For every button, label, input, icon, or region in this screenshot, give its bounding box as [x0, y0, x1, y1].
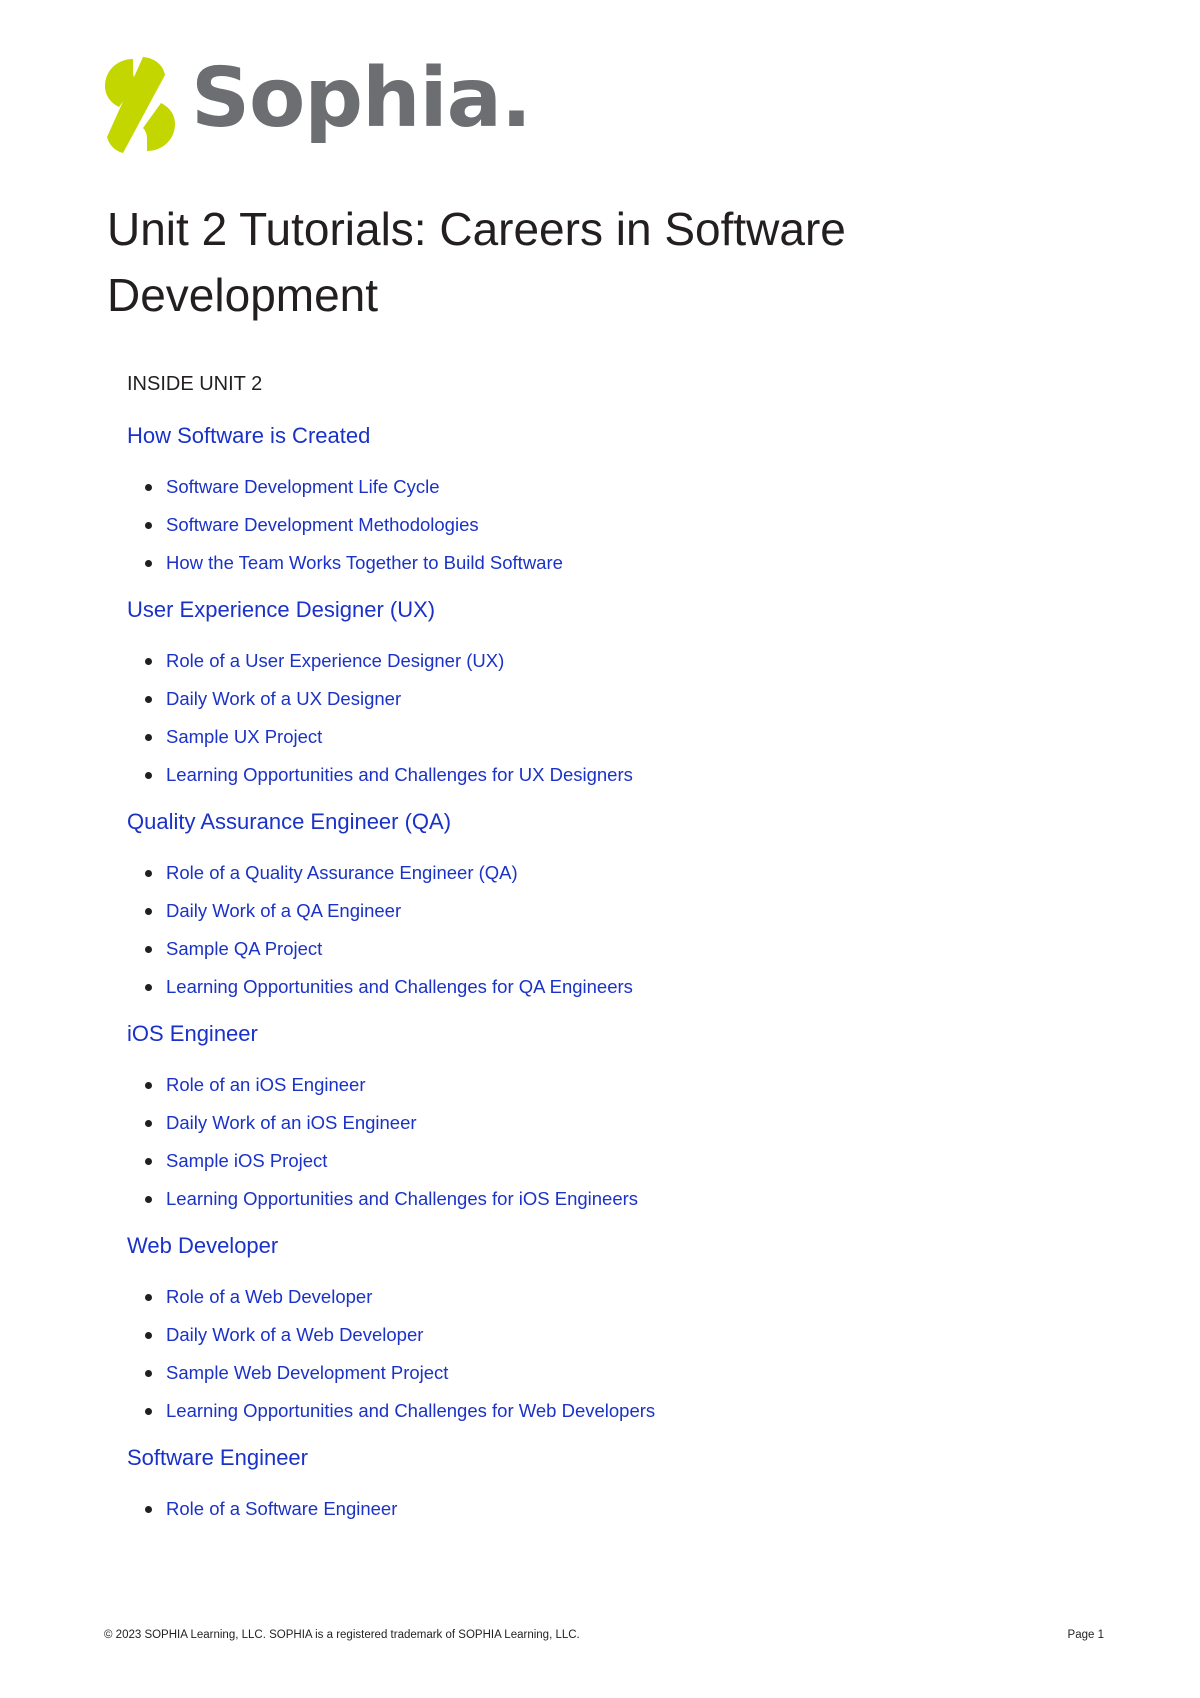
- list-item: [127, 764, 1087, 802]
- list-item: [127, 1188, 1087, 1226]
- section-gap: [127, 1014, 1087, 1022]
- tutorial-link[interactable]: Learning Opportunities and Challenges for iOS Engineers: [166, 1188, 639, 1209]
- tutorial-link[interactable]: How the Team Works Together to Build Software: [166, 552, 563, 573]
- section-list: [127, 424, 1087, 1536]
- tutorial-link[interactable]: Sample UX Project: [166, 726, 323, 747]
- list-item: [127, 1400, 1087, 1438]
- list-item: [127, 1150, 1087, 1188]
- page-number: Page 1: [1067, 1629, 1104, 1641]
- list-item: [127, 900, 1087, 938]
- bullet-icon: [145, 658, 152, 665]
- tutorial-list: [127, 1498, 1087, 1536]
- bullet-icon: [145, 1158, 152, 1165]
- tutorial-list: [127, 650, 1087, 802]
- unit-contents: [127, 372, 1087, 1536]
- bullet-icon: [145, 946, 152, 953]
- bullet-icon: [145, 870, 152, 877]
- section-title-link[interactable]: Software Engineer: [127, 1445, 308, 1470]
- unit-section: [127, 424, 1087, 598]
- list-item: [127, 862, 1087, 900]
- tutorial-list: [127, 862, 1087, 1014]
- bullet-icon: [145, 522, 152, 529]
- unit-section: [127, 1446, 1087, 1536]
- list-item: [127, 1324, 1087, 1362]
- bullet-icon: [145, 772, 152, 779]
- bullet-icon: [145, 1294, 152, 1301]
- tutorial-list: [127, 476, 1087, 590]
- bullet-icon: [145, 1196, 152, 1203]
- list-item: [127, 552, 1087, 590]
- list-item: [127, 976, 1087, 1014]
- bullet-icon: [145, 1408, 152, 1415]
- unit-section: [127, 598, 1087, 810]
- sophia-logo: [103, 51, 532, 155]
- tutorial-link[interactable]: Role of a User Experience Designer (UX): [166, 650, 505, 671]
- tutorial-link[interactable]: Daily Work of a QA Engineer: [166, 900, 402, 921]
- tutorial-list: [127, 1074, 1087, 1226]
- list-item: [127, 1286, 1087, 1324]
- unit-section: [127, 810, 1087, 1022]
- bullet-icon: [145, 1370, 152, 1377]
- bullet-icon: [145, 1332, 152, 1339]
- bullet-icon: [145, 1082, 152, 1089]
- list-item: [127, 688, 1087, 726]
- copyright-text: © 2023 SOPHIA Learning, LLC. SOPHIA is a registered trademark of SOPHIA Learning, LLC.: [104, 1629, 580, 1641]
- tutorial-link[interactable]: Software Development Methodologies: [166, 514, 479, 535]
- bullet-icon: [145, 734, 152, 741]
- tutorial-link[interactable]: Sample iOS Project: [166, 1150, 328, 1171]
- tutorial-link[interactable]: Sample QA Project: [166, 938, 323, 959]
- unit-section: [127, 1234, 1087, 1446]
- bullet-icon: [145, 696, 152, 703]
- sophia-logo-icon: [103, 55, 177, 155]
- section-title-link[interactable]: Web Developer: [127, 1233, 279, 1258]
- list-item: [127, 726, 1087, 764]
- bullet-icon: [145, 1120, 152, 1127]
- bullet-icon: [145, 560, 152, 567]
- tutorial-link[interactable]: Role of a Quality Assurance Engineer (QA): [166, 862, 518, 883]
- tutorial-list: [127, 1286, 1087, 1438]
- tutorial-link[interactable]: Software Development Life Cycle: [166, 476, 440, 497]
- bullet-icon: [145, 984, 152, 991]
- tutorial-link[interactable]: Learning Opportunities and Challenges for UX Designers: [166, 764, 633, 785]
- list-item: [127, 476, 1087, 514]
- list-item: [127, 514, 1087, 552]
- list-item: [127, 1362, 1087, 1400]
- tutorial-link[interactable]: Role of an iOS Engineer: [166, 1074, 366, 1095]
- list-item: [127, 1498, 1087, 1536]
- tutorial-link[interactable]: Daily Work of a Web Developer: [166, 1324, 424, 1345]
- list-item: [127, 650, 1087, 688]
- tutorial-link[interactable]: Role of a Web Developer: [166, 1286, 373, 1307]
- list-item: [127, 1112, 1087, 1150]
- list-item: [127, 1074, 1087, 1112]
- sophia-wordmark: Sophia.: [191, 51, 532, 146]
- inside-unit-label: INSIDE UNIT 2: [127, 373, 263, 395]
- section-title-link[interactable]: Quality Assurance Engineer (QA): [127, 809, 452, 834]
- section-title-link[interactable]: iOS Engineer: [127, 1021, 258, 1046]
- tutorial-link[interactable]: Daily Work of an iOS Engineer: [166, 1112, 417, 1133]
- tutorial-link[interactable]: Learning Opportunities and Challenges for QA Engineers: [166, 976, 633, 997]
- bullet-icon: [145, 908, 152, 915]
- tutorial-link[interactable]: Role of a Software Engineer: [166, 1498, 398, 1519]
- bullet-icon: [145, 484, 152, 491]
- unit-section: [127, 1022, 1087, 1234]
- section-title-link[interactable]: How Software is Created: [127, 423, 371, 448]
- section-title-link[interactable]: User Experience Designer (UX): [127, 597, 436, 622]
- page-title: Unit 2 Tutorials: Careers in Software Development: [107, 203, 846, 321]
- bullet-icon: [145, 1506, 152, 1513]
- tutorial-link[interactable]: Sample Web Development Project: [166, 1362, 449, 1383]
- list-item: [127, 938, 1087, 976]
- tutorial-link[interactable]: Learning Opportunities and Challenges for Web Developers: [166, 1400, 656, 1421]
- tutorial-link[interactable]: Daily Work of a UX Designer: [166, 688, 402, 709]
